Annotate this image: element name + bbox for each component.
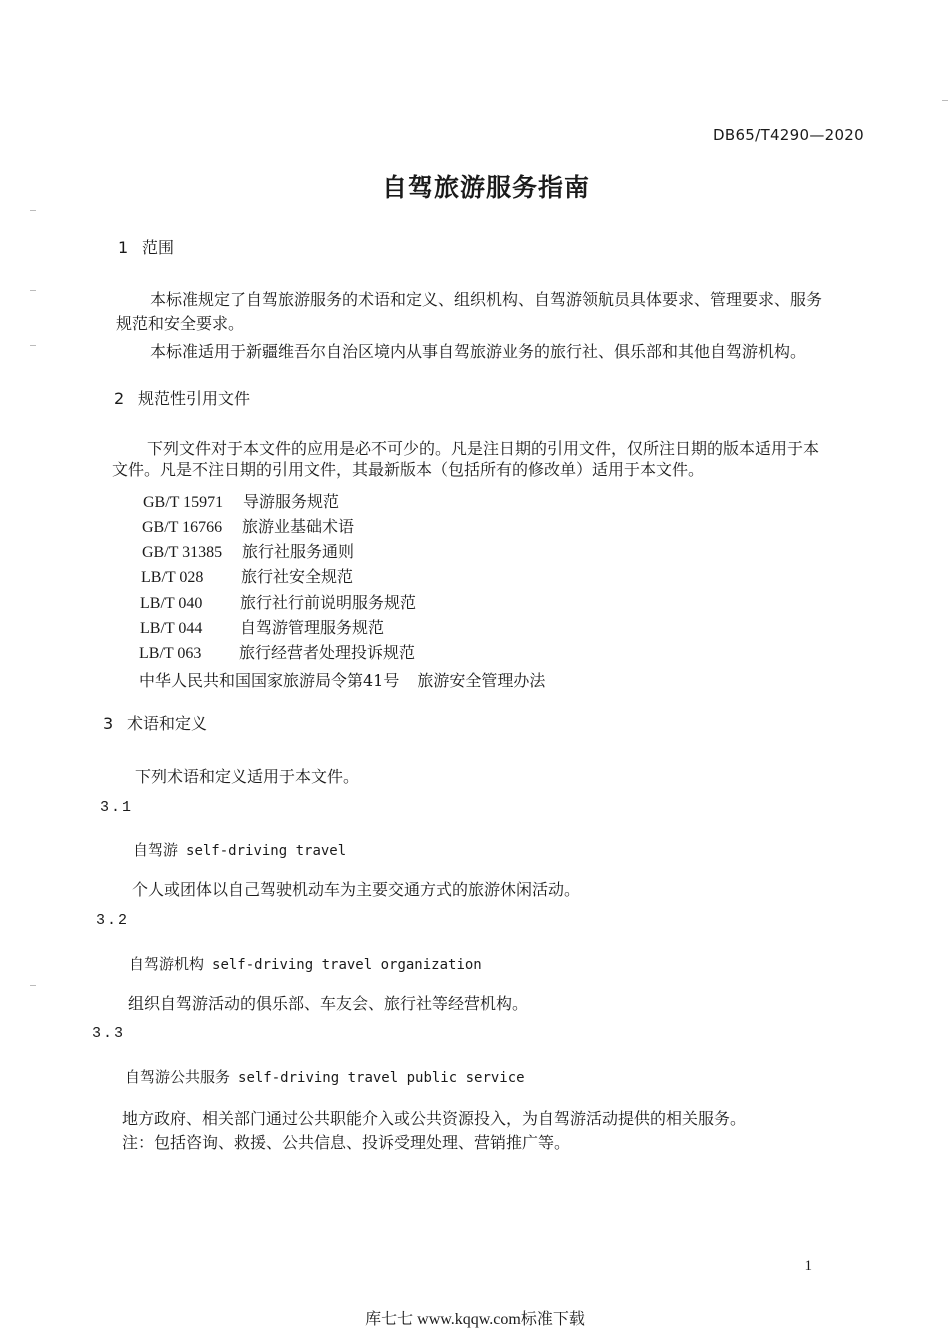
reference-title: 旅行社安全规范: [241, 567, 354, 586]
reference-title: 自驾游管理服务规范: [240, 618, 385, 637]
reference-item: [143, 489, 339, 512]
term-number: 3.1: [100, 799, 134, 816]
reference-item: [141, 564, 353, 587]
reference-code: LB/T 044: [140, 620, 203, 637]
term-definition: 地方政府、相关部门通过公共职能介入或公共资源投入，为自驾游活动提供的相关服务。: [122, 1109, 747, 1128]
section-1-heading: [118, 235, 174, 258]
term-chinese: 自驾游公共服务: [125, 1068, 231, 1086]
term-chinese: 自驾游机构: [129, 955, 205, 973]
footer-watermark: 库七七 www.kqqw.com标准下载: [365, 1311, 585, 1328]
reference-title: 旅游业基础术语: [242, 517, 355, 536]
term-english: self-driving travel organization: [212, 957, 482, 973]
reference-title: 旅游安全管理办法: [417, 671, 546, 690]
term-english: self-driving travel: [186, 843, 347, 859]
scan-mark: [30, 210, 36, 211]
term-heading: [125, 1066, 525, 1087]
page-number: 1: [804, 1258, 812, 1274]
term-heading: [129, 953, 482, 974]
section-3-heading: [103, 711, 207, 734]
term-definition: 个人或团体以自己驾驶机动车为主要交通方式的旅游休闲活动。: [132, 880, 581, 899]
reference-item: [142, 514, 354, 537]
paragraph-line: 本标准规定了自驾旅游服务的术语和定义、组织机构、自驾游领航员具体要求、管理要求、服务: [150, 290, 823, 309]
document-code: DB65/T4290—2020: [713, 126, 864, 144]
paragraph-line: 下列术语和定义适用于本文件。: [135, 767, 360, 786]
section-title: 范围: [142, 238, 175, 257]
reference-code: GB/T 15971: [143, 494, 224, 511]
section-number: 3: [103, 714, 114, 733]
reference-title: 旅行社服务通则: [242, 542, 355, 561]
reference-item: [140, 590, 416, 613]
reference-code: 中华人民共和国国家旅游局令第41号: [139, 671, 400, 690]
term-definition: 组织自驾游活动的俱乐部、车友会、旅行社等经营机构。: [128, 994, 529, 1013]
section-title: 术语和定义: [127, 714, 208, 733]
reference-item: [142, 539, 354, 562]
section-2-heading: [114, 386, 250, 409]
paragraph-line: 规范和安全要求。: [116, 314, 245, 333]
term-note: 注：包括咨询、救援、公共信息、投诉受理处理、营销推广等。: [122, 1133, 571, 1152]
scan-mark: [30, 345, 36, 346]
term-english: self-driving travel public service: [238, 1070, 525, 1086]
page-title: 自驾旅游服务指南: [381, 173, 590, 202]
term-heading: [133, 839, 346, 860]
scan-mark: [30, 985, 36, 986]
paragraph-line: 下列文件对于本文件的应用是必不可少的。凡是注日期的引用文件，仅所注日期的版本适用于本: [147, 439, 820, 458]
reference-code: GB/T 31385: [142, 544, 223, 561]
scan-mark: [30, 290, 36, 291]
term-chinese: 自驾游: [133, 841, 179, 859]
reference-code: GB/T 16766: [142, 519, 223, 536]
paragraph-line: 本标准适用于新疆维吾尔自治区境内从事自驾旅游业务的旅行社、俱乐部和其他自驾游机构。: [150, 342, 807, 361]
reference-title: 旅行社行前说明服务规范: [240, 593, 417, 612]
reference-title: 旅行经营者处理投诉规范: [239, 643, 416, 662]
reference-code: LB/T 063: [139, 645, 202, 662]
paragraph-line: 文件。凡是不注日期的引用文件，其最新版本（包括所有的修改单）适用于本文件。: [112, 460, 705, 479]
term-number: 3.2: [96, 912, 130, 929]
section-number: 1: [118, 238, 129, 257]
reference-item: [139, 640, 415, 663]
reference-item: [140, 615, 384, 638]
section-title: 规范性引用文件: [138, 389, 251, 408]
reference-title: 导游服务规范: [243, 492, 340, 511]
reference-code: LB/T 040: [140, 595, 203, 612]
section-number: 2: [114, 389, 125, 408]
scan-mark: [942, 100, 948, 101]
reference-item: [139, 668, 545, 691]
reference-code: LB/T 028: [141, 569, 204, 586]
term-number: 3.3: [92, 1025, 126, 1042]
